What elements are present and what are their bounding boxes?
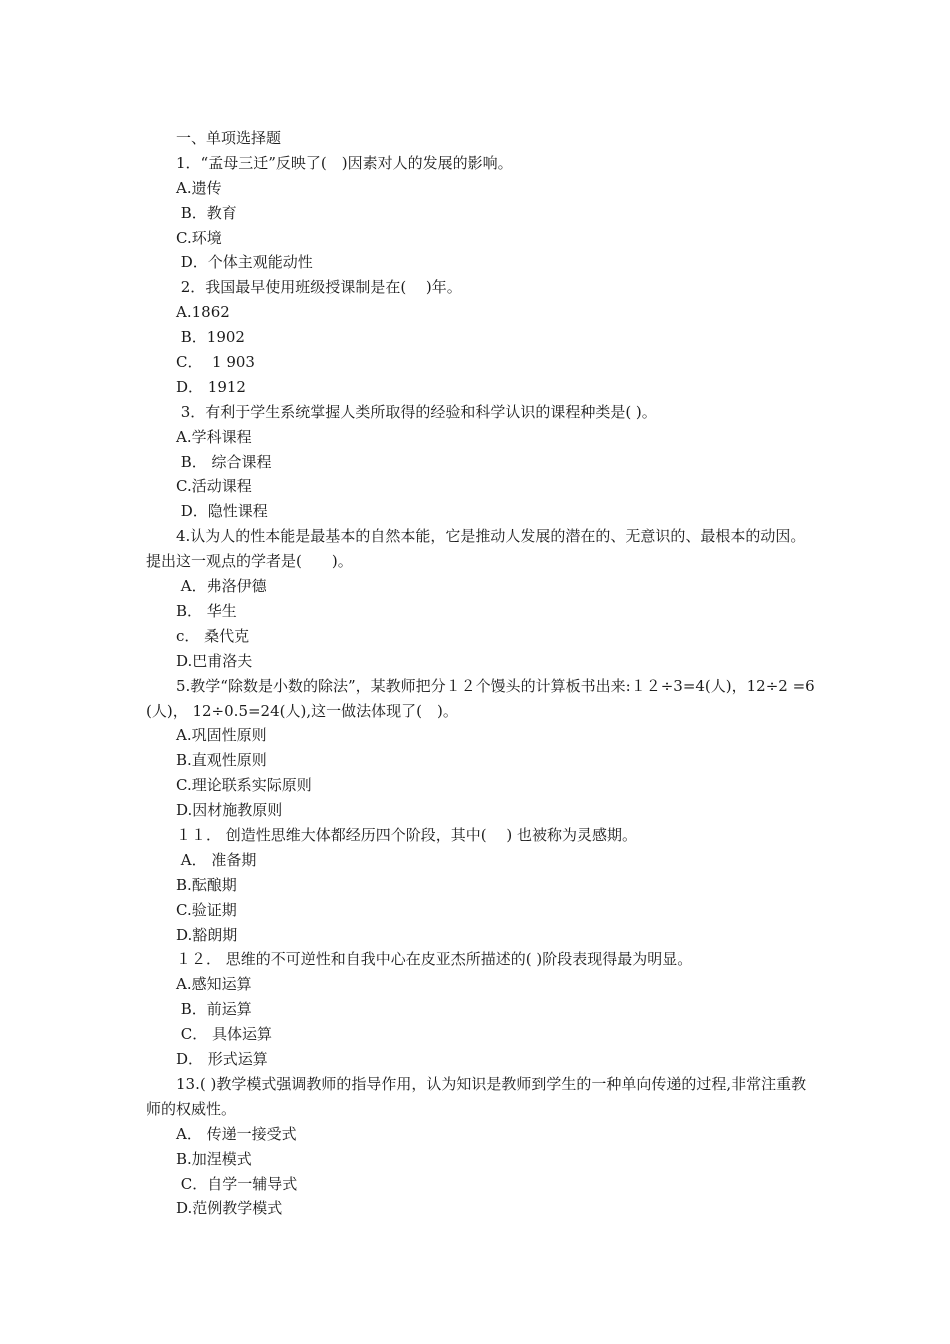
option-b: B． 华生 <box>176 601 237 620</box>
option-c: C．自学一辅导式 <box>176 1174 298 1193</box>
option-b: B．教育 <box>176 203 237 222</box>
option-d: D.豁朗期 <box>176 925 238 944</box>
option-d: D.范例教学模式 <box>176 1199 283 1218</box>
option-a: A． 传递一接受式 <box>176 1124 297 1143</box>
option-a: A．弗洛伊德 <box>176 577 267 596</box>
option-a: A． 准备期 <box>176 850 257 869</box>
question-block <box>146 400 816 524</box>
question-stem: 13.( )教学模式强调教师的指导作用，认为知识是教师到学生的一种单向传递的过程,非常注重教师的权威性。 <box>146 1074 807 1118</box>
question-block <box>146 823 816 947</box>
option-b: B.直观性原则 <box>176 751 267 770</box>
option-b: B．前运算 <box>176 1000 252 1019</box>
question-stem: 2．我国最早使用班级授课制是在( )年。 <box>176 278 462 297</box>
section-title: 一、单项选择题 <box>176 129 282 147</box>
option-c: C.理论联系实际原则 <box>176 776 312 795</box>
option-b: B． 综合课程 <box>176 452 272 471</box>
question-block <box>146 524 816 673</box>
option-d: D．隐性课程 <box>176 502 268 521</box>
option-a: A.遗传 <box>176 178 222 197</box>
option-c: C． 具体运算 <box>176 1025 273 1044</box>
option-b: B．1902 <box>176 328 245 347</box>
question-stem: 4.认为人的性本能是最基本的自然本能，它是推动人发展的潜在的、无意识的、最根本的动因。提出这一观点的学者是( )。 <box>146 527 806 571</box>
option-d: D． 1912 <box>176 377 246 396</box>
option-c: C.验证期 <box>176 900 237 919</box>
option-d: D.巴甫洛夫 <box>176 651 253 670</box>
question-stem: １１． 创造性思维大体都经历四个阶段，其中( ) 也被称为灵感期。 <box>176 826 638 844</box>
option-d: D．个体主观能动性 <box>176 253 313 272</box>
option-a: A.感知运算 <box>176 975 252 994</box>
question-block <box>146 947 816 1071</box>
option-a: A.巩固性原则 <box>176 726 267 745</box>
option-d: D． 形式运算 <box>176 1050 268 1069</box>
question-block <box>146 275 816 399</box>
option-d: D.因材施教原则 <box>176 801 283 820</box>
option-c: C． 1 903 <box>176 353 255 372</box>
option-c: c． 桑代克 <box>176 626 250 645</box>
question-block <box>146 674 816 823</box>
option-b: B.酝酿期 <box>176 875 237 894</box>
question-stem: 1．“孟母三迁”反映了( )因素对人的发展的影响。 <box>176 153 513 172</box>
option-c: C.活动课程 <box>176 477 252 496</box>
question-block <box>146 1072 816 1221</box>
question-block <box>146 151 816 275</box>
question-stem: 5.教学“除数是小数的除法”，某教师把分１２个馒头的计算板书出来:１２÷3=4(人)，12÷2 =6(人)， 12÷0.5=24(人),这一做法体现了( )。 <box>146 676 815 720</box>
question-stem: 3．有利于学生系统掌握人类所取得的经验和科学认识的课程种类是( )。 <box>176 402 657 421</box>
question-stem: １２． 思维的不可逆性和自我中心在皮亚杰所描述的( )阶段表现得最为明显。 <box>176 950 693 969</box>
option-b: B.加涅模式 <box>176 1149 252 1168</box>
option-c: C.环境 <box>176 228 222 247</box>
document-body <box>146 126 816 1221</box>
option-a: A.学科课程 <box>176 427 252 446</box>
option-a: A.1862 <box>176 303 230 322</box>
